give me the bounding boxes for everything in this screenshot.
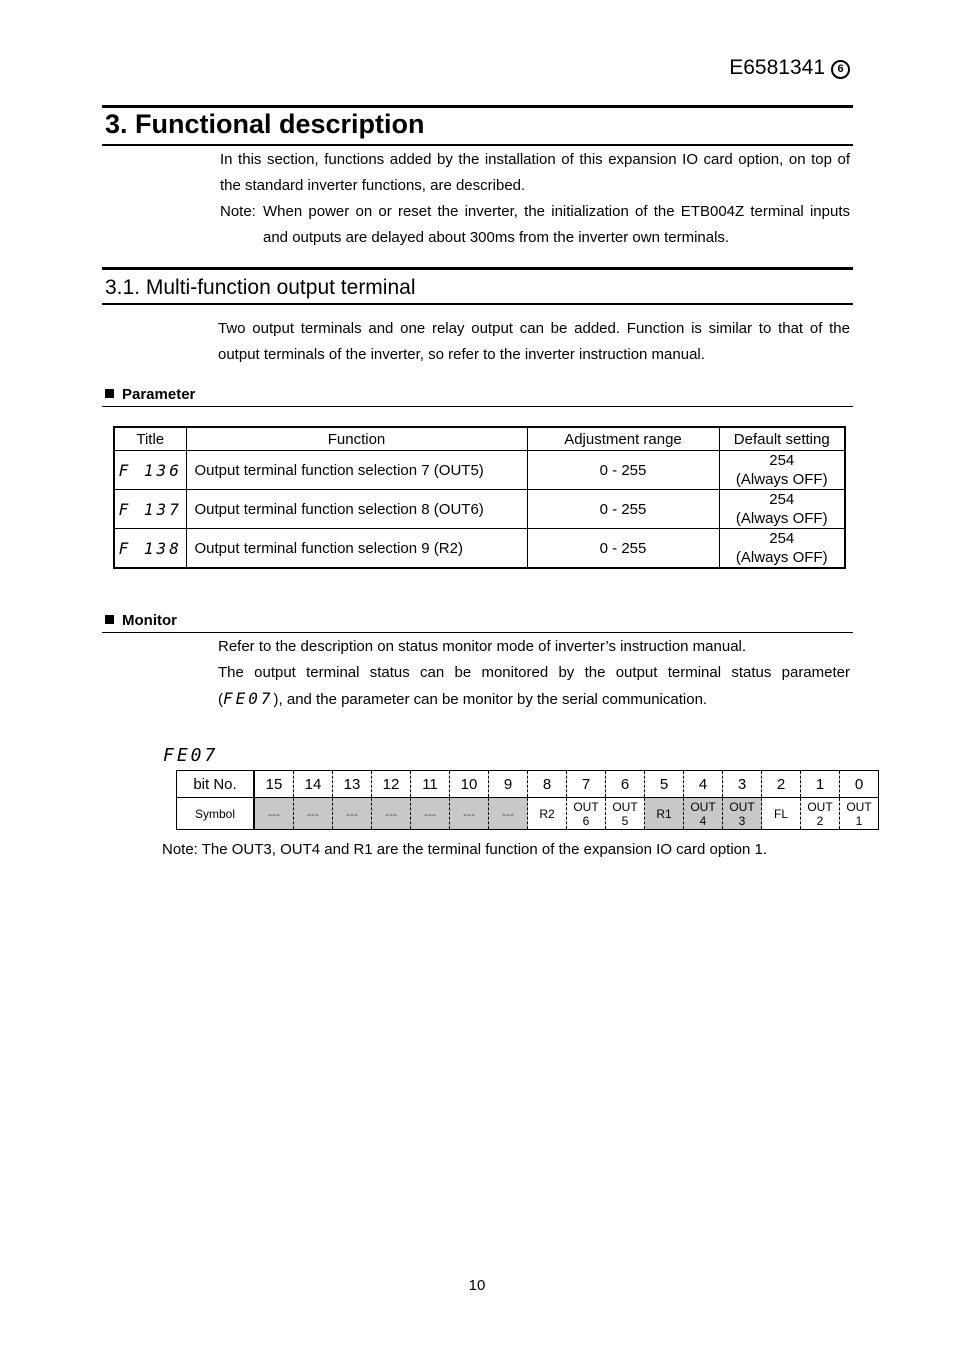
section-intro: In this section, functions added by the installation of this expansion IO card option, on top of the standard inverter functions, are described. <box>220 151 850 194</box>
symbol-text: --- <box>346 806 358 821</box>
page-number: 10 <box>468 1277 486 1294</box>
symbol-cell <box>840 798 879 830</box>
symbol-text: OUT <box>612 799 638 814</box>
symbol-text: --- <box>268 806 280 821</box>
bit-cell: 1 <box>801 771 840 798</box>
parameter-code: F 136 <box>118 460 182 480</box>
bit-cell: 5 <box>645 771 684 798</box>
symbol-cell <box>411 798 450 830</box>
monitor-line-1: Refer to the description on status monitor mode of inverter’s instruction manual. <box>218 638 747 655</box>
symbol-row <box>177 798 879 830</box>
column-header: Function <box>186 427 527 451</box>
symbol-index: 1 <box>855 813 863 828</box>
parameter-heading <box>105 386 195 403</box>
square-bullet-icon <box>105 615 114 624</box>
default-note: (Always OFF) <box>735 549 828 566</box>
symbol-cell <box>489 798 528 830</box>
symbol-cell <box>762 798 801 830</box>
bit-table-code: FE07 <box>163 745 219 766</box>
table-row <box>114 490 845 529</box>
symbol-cell <box>333 798 372 830</box>
section-top-rule <box>102 105 853 108</box>
monitor-line-2: The output terminal status can be monitored by the output terminal status parameter <box>218 664 850 681</box>
square-bullet-icon <box>105 389 114 398</box>
subsection-text: Two output terminals and one relay output can be added. Function is similar to that of the output terminals of the inverter, so refer to the inverter instruction manual. <box>218 320 850 363</box>
bit-number-row <box>177 771 879 798</box>
section-title: 3. Functional description <box>105 109 425 139</box>
bit-cell: 11 <box>411 771 450 798</box>
symbol-text: --- <box>307 806 319 821</box>
column-header: Title <box>114 427 186 451</box>
bit-cell: 6 <box>606 771 645 798</box>
symbol-index: 6 <box>582 813 590 828</box>
symbol-index: 5 <box>621 813 629 828</box>
symbol-text: --- <box>463 806 475 821</box>
section-note <box>220 199 850 251</box>
symbol-cell <box>723 798 762 830</box>
column-header: Adjustment range <box>527 427 719 451</box>
symbol-cell <box>294 798 333 830</box>
default-cell <box>719 490 845 529</box>
bit-table <box>176 770 879 830</box>
monitor-note: Note: The OUT3, OUT4 and R1 are the terminal function of the expansion IO card option 1. <box>162 841 768 858</box>
default-value: 254 <box>769 530 795 547</box>
symbol-cell <box>528 798 567 830</box>
symbol-cell <box>801 798 840 830</box>
document-id <box>729 56 850 80</box>
range-cell: 0 - 255 <box>527 451 719 490</box>
bit-cell: 14 <box>294 771 333 798</box>
parameter-rule <box>102 406 853 407</box>
symbol-text: OUT <box>729 799 755 814</box>
symbol-text: OUT <box>807 799 833 814</box>
default-note: (Always OFF) <box>735 510 828 527</box>
monitor-parameter-code: FE07 <box>223 689 274 708</box>
subsection-title: 3.1. Multi-function output terminal <box>105 276 416 299</box>
document-id-text: E6581341 <box>729 56 825 79</box>
bit-cell: 8 <box>528 771 567 798</box>
column-header: Default setting <box>719 427 845 451</box>
range-cell: 0 - 255 <box>527 529 719 569</box>
bit-cell: 12 <box>372 771 411 798</box>
parameter-heading-text: Parameter <box>122 386 196 403</box>
monitor-heading-text: Monitor <box>122 612 177 629</box>
symbol-text: --- <box>424 806 436 821</box>
bit-cell: 7 <box>567 771 606 798</box>
section-note-label: Note: <box>220 203 256 220</box>
symbol-cell <box>450 798 489 830</box>
default-value: 254 <box>769 491 795 508</box>
function-cell: Output terminal function selection 9 (R2) <box>186 529 527 569</box>
function-cell: Output terminal function selection 7 (OUT5) <box>186 451 527 490</box>
subsection-underline <box>102 303 853 305</box>
symbol-cell <box>372 798 411 830</box>
symbol-text: --- <box>385 806 397 821</box>
symbol-index: 2 <box>816 813 824 828</box>
section-title-underline <box>102 144 853 146</box>
symbol-index: 4 <box>699 813 707 828</box>
section-note-text: When power on or reset the inverter, the initialization of the ETB004Z terminal inputs and outputs are delayed about 300ms from the inverter own terminals. <box>263 203 850 246</box>
default-value: 254 <box>769 452 795 469</box>
symbol-cell <box>684 798 723 830</box>
paren-open: ( <box>218 691 223 708</box>
monitor-rule <box>102 632 853 633</box>
bit-cell: 0 <box>840 771 879 798</box>
symbol-text: OUT <box>846 799 872 814</box>
bit-cell: 4 <box>684 771 723 798</box>
default-note: (Always OFF) <box>735 471 828 488</box>
range-cell: 0 - 255 <box>527 490 719 529</box>
symbol-cell <box>567 798 606 830</box>
parameter-table <box>113 426 846 569</box>
parameter-code: F 138 <box>118 538 182 558</box>
monitor-line-3-text: ), and the parameter can be monitor by the serial communication. <box>273 691 708 708</box>
symbol-text: OUT <box>573 799 599 814</box>
symbol-text: OUT <box>690 799 716 814</box>
symbol-text: FL <box>773 806 788 821</box>
bit-cell: 15 <box>254 771 294 798</box>
default-cell <box>719 451 845 490</box>
symbol-index: 3 <box>738 813 746 828</box>
symbol-cell <box>645 798 684 830</box>
table-row <box>114 451 845 490</box>
default-cell <box>719 529 845 569</box>
table-row <box>114 529 845 569</box>
function-cell: Output terminal function selection 8 (OUT6) <box>186 490 527 529</box>
monitor-line-3 <box>218 686 850 713</box>
bit-cell: 9 <box>489 771 528 798</box>
bit-cell: 13 <box>333 771 372 798</box>
bit-cell: 2 <box>762 771 801 798</box>
symbol-cell <box>606 798 645 830</box>
bit-cell: 10 <box>450 771 489 798</box>
symbol-text: --- <box>502 806 514 821</box>
symbol-text: R2 <box>539 806 555 821</box>
monitor-heading <box>105 612 177 629</box>
symbol-header: Symbol <box>177 798 255 830</box>
bit-cell: 3 <box>723 771 762 798</box>
parameter-code: F 137 <box>118 499 182 519</box>
revision-badge: 6 <box>831 60 850 79</box>
symbol-text: R1 <box>656 806 672 821</box>
bit-header: bit No. <box>177 771 255 798</box>
subsection-top-rule <box>102 267 853 270</box>
parameter-table-header <box>114 427 845 451</box>
symbol-cell <box>254 798 294 830</box>
